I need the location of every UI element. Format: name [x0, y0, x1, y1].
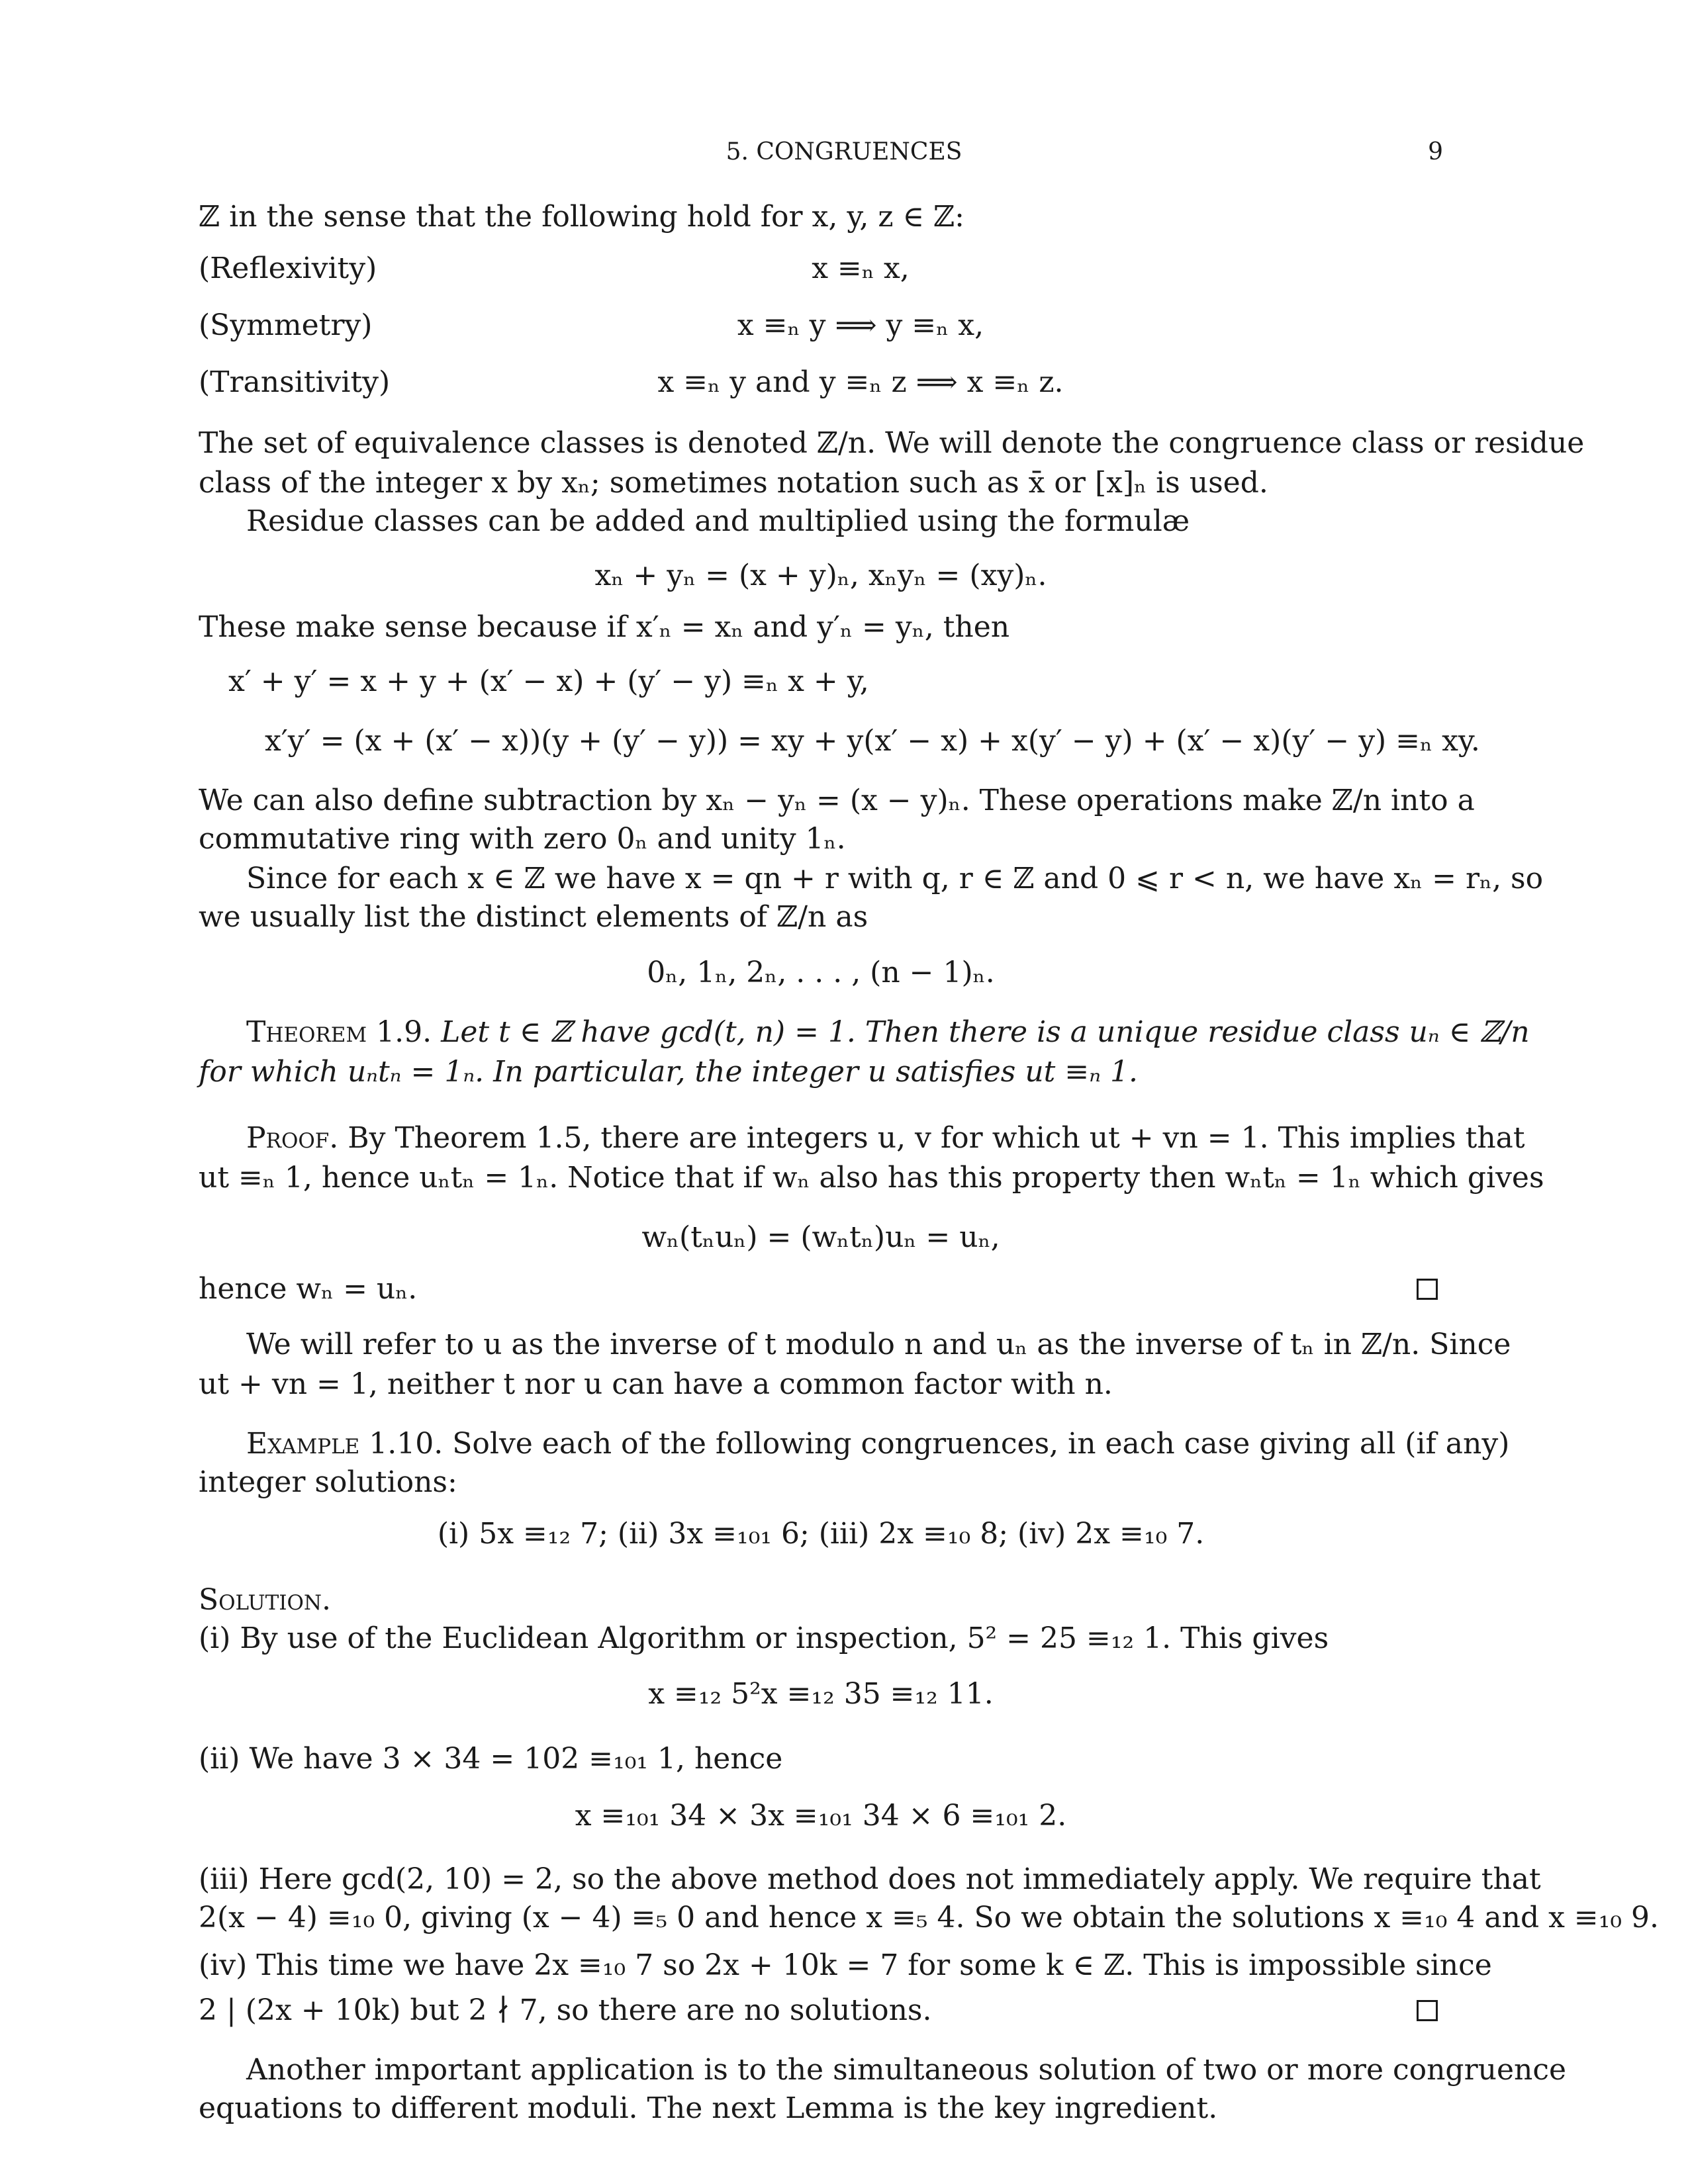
residue-list: 0ₙ, 1ₙ, 2ₙ, . . . , (n − 1)ₙ. — [647, 956, 995, 989]
subtraction-line-2: commutative ring with zero 0ₙ and unity 1ₙ. — [199, 822, 846, 856]
proof-text-1: By Theorem 1.5, there are integers u, v for which ut + vn = 1. This implies that — [348, 1121, 1525, 1155]
since-line-2: we usually list the distinct elements of ℤ/n as — [199, 900, 868, 934]
symmetry-label: (Symmetry) — [199, 308, 373, 342]
solution-iv-line-2: 2 | (2x + 10k) but 2 ∤ 7, so there are no solutions. — [199, 1993, 932, 2027]
solution-ii-line: (ii) We have 3 × 34 = 102 ≡₁₀₁ 1, hence — [199, 1742, 783, 1776]
example-text-1: Solve each of the following congruences, in each case giving all (if any) — [452, 1427, 1510, 1461]
theorem-line-1 — [246, 1013, 1530, 1052]
solution-label: Solution. — [199, 1583, 332, 1617]
qed-box-solution — [1417, 2000, 1438, 2021]
example-congruences: (i) 5x ≡₁₂ 7; (ii) 3x ≡₁₀₁ 6; (iii) 2x ≡₁₀ 8; (iv) 2x ≡₁₀ 7. — [437, 1517, 1205, 1551]
example-line-2: integer solutions: — [199, 1465, 457, 1499]
solution-iii-line-1: (iii) Here gcd(2, 10) = 2, so the above method does not immediately apply. We require that — [199, 1862, 1541, 1896]
formulae-intro: Residue classes can be added and multiplied using the formulæ — [246, 504, 1190, 538]
addition-multiplication-formula: xₙ + yₙ = (x + y)ₙ, xₙyₙ = (xy)ₙ. — [594, 559, 1047, 592]
proof-line-1 — [246, 1118, 1525, 1158]
closing-line-1: Another important application is to the simultaneous solution of two or more congruence — [246, 2053, 1567, 2087]
product-congruence: x′y′ = (x + (x′ − x))(y + (y′ − y)) = xy + y(x′ − x) + x(y′ − y) + (x′ − x)(y′ − y) ≡ₙ xy. — [265, 724, 1480, 758]
symmetry-formula: x ≡ₙ y ⟹ y ≡ₙ x, — [737, 308, 984, 342]
solution-i-formula: x ≡₁₂ 5²x ≡₁₂ 35 ≡₁₂ 11. — [648, 1677, 994, 1711]
solution-i-line: (i) By use of the Euclidean Algorithm or inspection, 5² = 25 ≡₁₂ 1. This gives — [199, 1621, 1329, 1655]
inverse-line-2: ut + vn = 1, neither t nor u can have a common factor with n. — [199, 1367, 1113, 1401]
sense-line: These make sense because if x′ₙ = xₙ and y′ₙ = yₙ, then — [199, 610, 1010, 644]
example-label: Example 1.10. — [246, 1427, 444, 1461]
sum-congruence: x′ + y′ = x + y + (x′ − x) + (y′ − y) ≡ₙ x + y, — [228, 664, 869, 698]
solution-iv-line-1: (iv) This time we have 2x ≡₁₀ 7 so 2x + 10k = 7 for some k ∈ ℤ. This is impossible since — [199, 1948, 1492, 1982]
intro-line: ℤ in the sense that the following hold for x, y, z ∈ ℤ: — [199, 200, 964, 234]
solution-ii-formula: x ≡₁₀₁ 34 × 3x ≡₁₀₁ 34 × 6 ≡₁₀₁ 2. — [575, 1799, 1067, 1833]
subtraction-line-1: We can also define subtraction by xₙ − yₙ = (x − y)ₙ. These operations make ℤ/n into a — [199, 784, 1475, 817]
theorem-line-2: for which uₙtₙ = 1ₙ. In particular, the integer u satisfies ut ≡ₙ 1. — [199, 1055, 1138, 1089]
since-line-1: Since for each x ∈ ℤ we have x = qn + r with q, r ∈ ℤ and 0 ⩽ r < n, we have xₙ = rₙ, so — [246, 862, 1544, 895]
proof-line-2: ut ≡ₙ 1, hence uₙtₙ = 1ₙ. Notice that if wₙ also has this property then wₙtₙ = 1ₙ which gives — [199, 1161, 1544, 1195]
theorem-text-1: Let t ∈ ℤ have gcd(t, n) = 1. Then there is a unique residue class uₙ ∈ ℤ/n — [441, 1015, 1530, 1049]
example-line-1 — [246, 1424, 1510, 1464]
proof-line-3: hence wₙ = uₙ. — [199, 1272, 418, 1306]
classes-paragraph-line-1: The set of equivalence classes is denoted ℤ/n. We will denote the congruence class or residue — [199, 426, 1585, 460]
proof-label: Proof. — [246, 1121, 339, 1155]
theorem-label: Theorem 1.9. — [246, 1015, 432, 1049]
solution-iii-line-2: 2(x − 4) ≡₁₀ 0, giving (x − 4) ≡₅ 0 and hence x ≡₅ 4. So we obtain the solutions x ≡₁₀ 4 and x ≡₁₀ 9. — [199, 1901, 1660, 1934]
classes-paragraph-line-2: class of the integer x by xₙ; sometimes notation such as x̄ or [x]ₙ is used. — [199, 466, 1268, 500]
page-number: 9 — [1428, 138, 1443, 165]
reflexivity-formula: x ≡ₙ x, — [812, 251, 910, 285]
qed-box — [1417, 1279, 1438, 1300]
transitivity-label: (Transitivity) — [199, 365, 391, 399]
inverse-line-1: We will refer to u as the inverse of t modulo n and uₙ as the inverse of tₙ in ℤ/n. Since — [246, 1328, 1511, 1361]
running-title: 5. CONGRUENCES — [726, 138, 962, 165]
transitivity-formula: x ≡ₙ y and y ≡ₙ z ⟹ x ≡ₙ z. — [657, 365, 1064, 399]
reflexivity-label: (Reflexivity) — [199, 251, 377, 285]
closing-line-2: equations to different moduli. The next Lemma is the key ingredient. — [199, 2091, 1218, 2125]
proof-formula: wₙ(tₙuₙ) = (wₙtₙ)uₙ = uₙ, — [641, 1220, 1000, 1254]
